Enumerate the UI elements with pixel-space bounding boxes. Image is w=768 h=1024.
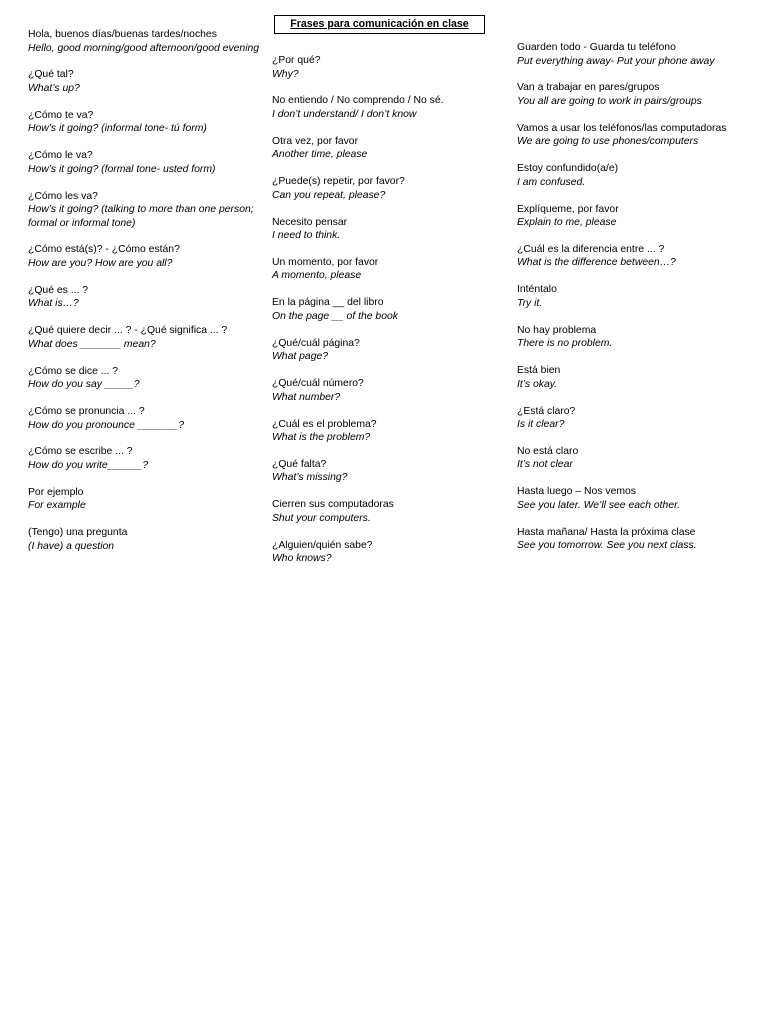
phrase-entry [272,377,508,404]
phrase-entry [272,216,508,243]
english-translation: What’s missing? [272,472,348,484]
phrase-entry [517,81,762,108]
english-translation: How do you write______? [28,459,149,471]
phrase-entry [272,418,508,445]
english-translation: Try it. [517,297,543,309]
phrase-entry [28,526,264,553]
phrase-entry [28,365,264,392]
spanish-phrase: Estoy confundido(a/e) [517,163,619,175]
spanish-phrase: ¿Cómo te va? [28,109,94,121]
spanish-phrase: Vamos a usar los teléfonos/las computadoras [517,122,727,134]
english-translation: You all are going to work in pairs/groups [517,95,702,107]
spanish-phrase: ¿Cómo se escribe ... ? [28,446,133,458]
phrase-entry [28,109,264,136]
english-translation: Can you repeat, please? [272,189,386,201]
spanish-phrase: ¿Cómo les va? [28,190,98,202]
english-translation: See you tomorrow. See you next class. [517,540,697,552]
spanish-phrase: ¿Cómo le va? [28,150,93,162]
phrase-column-1 [28,28,264,567]
spanish-phrase: Otra vez, por favor [272,135,359,147]
spanish-phrase: ¿Qué falta? [272,458,327,470]
phrase-entry [272,135,508,162]
phrase-entry [272,539,508,566]
phrase-entry [517,283,762,310]
phrase-entry [28,190,264,231]
english-translation: What does _______ mean? [28,338,156,350]
spanish-phrase: ¿Cómo se dice ... ? [28,365,119,377]
english-translation: (I have) a question [28,540,115,552]
phrase-entry [272,175,508,202]
english-translation: Who knows? [272,553,332,565]
phrase-entry [517,203,762,230]
english-translation: I don’t understand/ I don’t know [272,108,417,120]
spanish-phrase: Van a trabajar en pares/grupos [517,82,660,94]
spanish-phrase: Hasta luego – Nos vemos [517,486,636,498]
english-translation: Why? [272,68,299,80]
spanish-phrase: Necesito pensar [272,216,348,228]
spanish-phrase: ¿Qué/cuál página? [272,337,360,349]
english-translation: A momento, please [272,270,362,282]
phrase-entry [28,149,264,176]
spanish-phrase: ¿Qué tal? [28,69,74,81]
spanish-phrase: Un momento, por favor [272,256,379,268]
english-translation: How’s it going? (talking to more than one person; formal or informal tone) [28,204,257,229]
phrase-entry [517,445,762,472]
phrase-entry [517,41,762,68]
phrase-entry [28,28,264,55]
phrase-entry [517,324,762,351]
spanish-phrase: Por ejemplo [28,486,84,498]
phrase-column-3 [517,41,762,566]
phrase-column-2 [272,54,508,579]
page-title: Frases para comunicación en clase [274,15,485,34]
phrase-entry [272,256,508,283]
english-translation: What number? [272,391,341,403]
spanish-phrase: ¿Cómo está(s)? - ¿Cómo están? [28,244,180,256]
english-translation: I need to think. [272,230,341,242]
phrase-entry [517,526,762,553]
spanish-phrase: ¿Cuál es el problema? [272,418,377,430]
spanish-phrase: ¿Alguien/quién sabe? [272,539,373,551]
english-translation: What is the problem? [272,432,371,444]
english-translation: I am confused. [517,176,586,188]
english-translation: What is the difference between…? [517,257,676,269]
spanish-phrase: Guarden todo - Guarda tu teléfono [517,42,676,53]
phrase-entry [517,364,762,391]
spanish-phrase: Hola, buenos días/buenas tardes/noches [28,29,217,40]
english-translation: How do you pronounce _______? [28,419,184,431]
phrase-entry [517,485,762,512]
phrase-entry [272,54,508,81]
spanish-phrase: Inténtalo [517,284,557,296]
english-translation: How do you say _____? [28,379,140,391]
english-translation: It’s not clear [517,459,573,471]
spanish-phrase: Explíqueme, por favor [517,203,619,215]
spanish-phrase: ¿Puede(s) repetir, por favor? [272,176,405,188]
phrase-entry [28,68,264,95]
spanish-phrase: ¿Cómo se pronuncia ... ? [28,406,145,418]
english-translation: On the page __ of the book [272,310,398,322]
spanish-phrase: Cierren sus computadoras [272,499,394,511]
phrase-entry [272,498,508,525]
phrase-entry [272,296,508,323]
english-translation: For example [28,500,86,512]
phrase-entry [517,122,762,149]
english-translation: Hello, good morning/good afternoon/good evening [28,42,260,54]
phrase-entry [28,324,264,351]
english-translation: There is no problem. [517,338,613,350]
phrase-entry [517,162,762,189]
english-translation: Another time, please [272,149,368,161]
phrase-entry [272,337,508,364]
phrase-entry [28,486,264,513]
spanish-phrase: ¿Está claro? [517,405,576,417]
english-translation: Is it clear? [517,419,565,431]
phrase-entry [272,94,508,121]
english-translation: How are you? How are you all? [28,257,173,269]
spanish-phrase: No está claro [517,445,579,457]
phrase-entry [28,284,264,311]
spanish-phrase: ¿Qué es ... ? [28,284,89,296]
spanish-phrase: ¿Qué quiere decir ... ? - ¿Qué significa ... ? [28,325,228,337]
phrase-entry [28,405,264,432]
spanish-phrase: (Tengo) una pregunta [28,527,128,539]
english-translation: How’s it going? (informal tone- tú form) [28,123,207,135]
phrase-entry [28,243,264,270]
english-translation: Shut your computers. [272,512,371,524]
english-translation: Explain to me, please [517,217,617,229]
spanish-phrase: ¿Por qué? [272,55,321,66]
english-translation: What is…? [28,298,79,310]
phrase-entry [517,405,762,432]
spanish-phrase: Hasta mañana/ Hasta la próxima clase [517,526,696,538]
phrase-entry [517,243,762,270]
english-translation: We are going to use phones/computers [517,136,699,148]
spanish-phrase: No hay problema [517,324,597,336]
spanish-phrase: En la página __ del libro [272,297,384,309]
english-translation: It’s okay. [517,378,558,390]
english-translation: Put everything away- Put your phone away [517,55,715,67]
spanish-phrase: ¿Qué/cuál número? [272,378,364,390]
english-translation: What page? [272,351,329,363]
spanish-phrase: ¿Cuál es la diferencia entre ... ? [517,243,665,255]
phrase-entry [272,458,508,485]
english-translation: How’s it going? (formal tone- usted form) [28,163,216,175]
english-translation: See you later. We’ll see each other. [517,499,681,511]
english-translation: What’s up? [28,82,80,94]
spanish-phrase: No entiendo / No comprendo / No sé. [272,95,444,107]
spanish-phrase: Está bien [517,365,561,377]
phrase-entry [28,445,264,472]
